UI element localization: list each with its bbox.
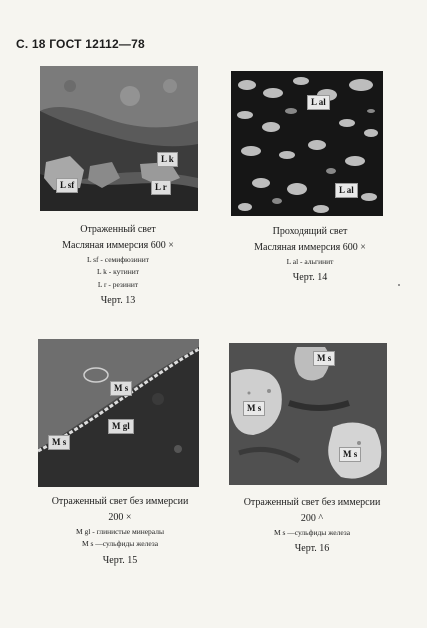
label-m-s-left: M s (243, 401, 265, 416)
micrograph-figure-14 (231, 71, 383, 216)
page-header: С. 18 ГОСТ 12112—78 (16, 37, 145, 51)
caption-light: Проходящий свет (272, 226, 348, 237)
figure-number: Черт. 15 (102, 554, 138, 566)
page-speck (398, 284, 400, 286)
caption-figure-14 (230, 226, 390, 285)
caption-magnification: 200 × (108, 511, 132, 523)
label-l-k: L k (157, 152, 178, 167)
caption-light: Отраженный свет без иммерсии (243, 497, 381, 508)
label-m-s-top: M s (313, 351, 335, 366)
legend-item: M gl - глинистые минералы (76, 527, 164, 536)
figure-number: Черт. 13 (100, 295, 136, 307)
caption-magnification: Масляная иммерсия 600 × (62, 239, 174, 251)
micrograph-14-image (231, 71, 383, 216)
legend-item: L k - кутинит (96, 267, 140, 277)
caption-figure-15 (30, 496, 210, 567)
legend-item: L sf - семифюзинит (86, 255, 150, 264)
caption-light: Отраженный свет (80, 224, 156, 235)
legend-item: L r - резинит (97, 279, 139, 289)
label-l-r: L r (151, 180, 171, 195)
micrograph-figure-13 (40, 66, 198, 211)
micrograph-figure-15 (38, 339, 199, 487)
figure-number: Черт. 16 (294, 543, 330, 555)
label-l-al-top: L al (307, 95, 330, 110)
legend-item: M s —сульфиды железа (81, 539, 159, 549)
label-m-s-right: M s (339, 447, 361, 462)
label-m-s-left: M s (48, 435, 70, 450)
legend-item: L al - альгинит (286, 257, 334, 266)
caption-magnification: 200 ^ (300, 512, 324, 524)
label-l-al-bottom: L al (335, 183, 358, 198)
legend-item: M s —сульфиды железа (273, 528, 351, 537)
caption-magnification: Масляная иммерсия 600 × (254, 241, 366, 253)
label-m-gl: M gl (108, 419, 134, 434)
label-m-s-top: M s (110, 381, 132, 396)
caption-figure-13 (38, 224, 198, 308)
caption-figure-16 (222, 497, 402, 556)
micrograph-figure-16 (229, 343, 387, 485)
figure-number: Черт. 14 (292, 272, 328, 284)
caption-light: Отраженный свет без иммерсии (51, 496, 189, 507)
label-l-sf: L sf (56, 178, 78, 193)
micrograph-15-image (38, 339, 199, 487)
